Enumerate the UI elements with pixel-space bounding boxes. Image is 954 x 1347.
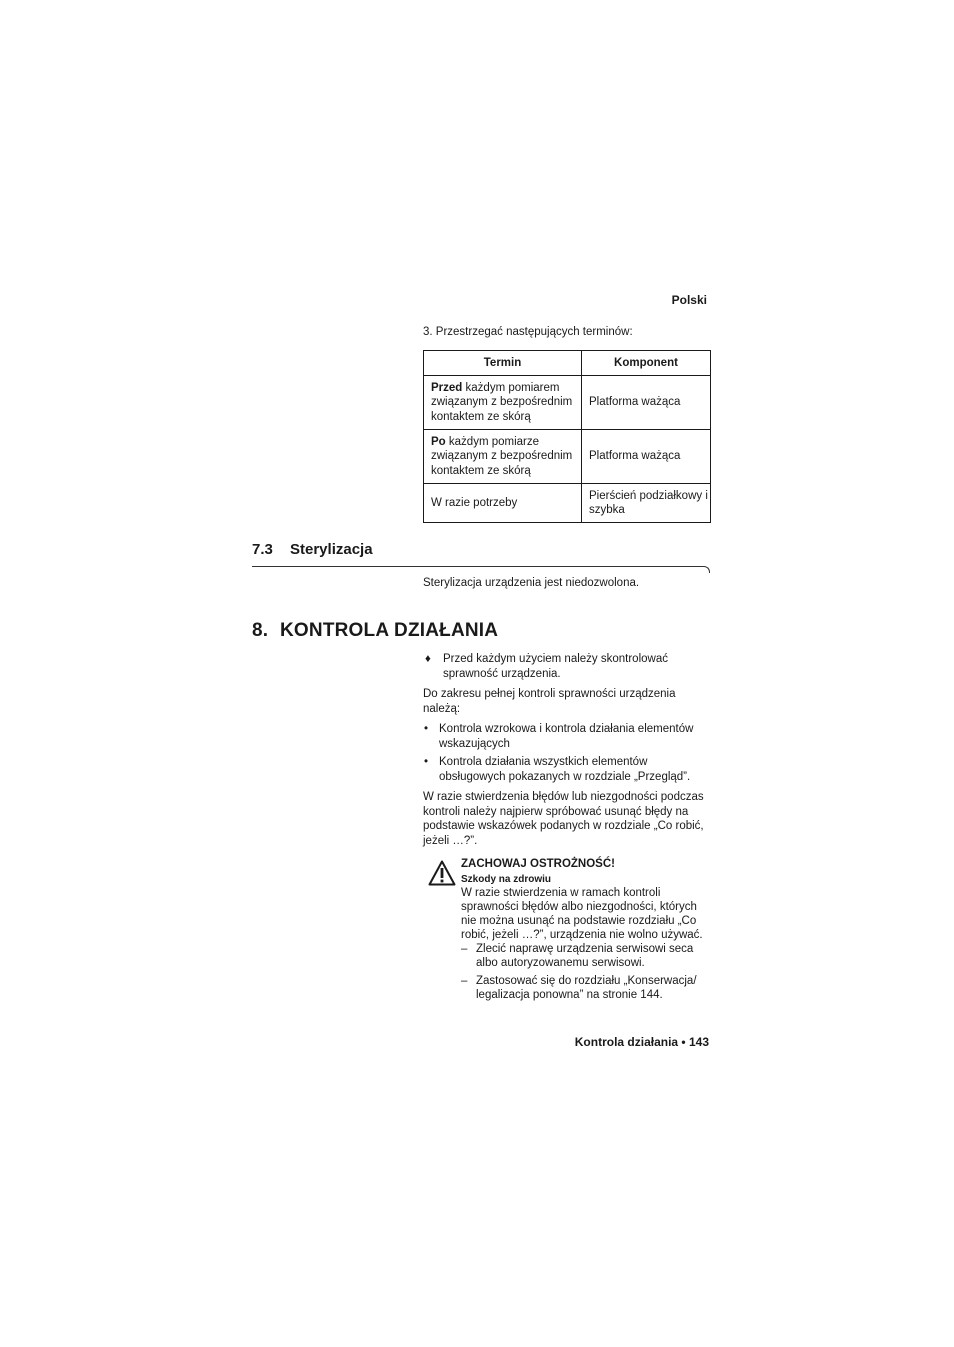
intro-paragraph: Do zakresu pełnej kontroli sprawności urządzenia należą: <box>423 688 676 715</box>
section-7-3-heading <box>252 541 373 558</box>
table-cell-component: Platforma ważąca <box>582 376 711 430</box>
table-row <box>424 430 711 484</box>
term-rest: W razie potrzeby <box>431 496 518 509</box>
diamond-item-text: Przed każdym użyciem należy skontrolować sprawność urządzenia. <box>443 653 668 680</box>
table-header-row <box>424 351 711 376</box>
table-header-termin: Termin <box>424 351 582 376</box>
term-rest: każdym pomiarem związanym z bezpośrednim kontaktem ze skórą <box>431 381 573 423</box>
list-item <box>423 755 713 784</box>
table-cell-component: Platforma ważąca <box>582 430 711 484</box>
page-footer: Kontrola działania • 143 <box>574 1035 709 1049</box>
step-3-text: 3. Przestrzegać następujących terminów: <box>423 326 633 338</box>
errors-paragraph: W razie stwierdzenia błędów lub niezgodności podczas kontroli należy najpierw spróbować usunąć błędy na podstawie wskazówek podanych w rozdziale „Co robić, jeżeli …?”. <box>423 791 704 847</box>
warning-item-text: Zlecić naprawę urządzenia serwisowi seca albo autoryzowanemu serwisowi. <box>476 943 694 969</box>
page-language-label: Polski <box>671 293 707 307</box>
table-row <box>424 484 711 523</box>
list-item-text: Kontrola działania wszystkich elementów obsługowych pokazanych w rozdziale „Przegląd”. <box>439 756 691 783</box>
warning-subtitle: Szkody na zdrowiu <box>461 874 552 885</box>
table-cell-term <box>424 484 582 523</box>
list-item-text: Kontrola wzrokowa i kontrola działania elementów wskazujących <box>439 723 694 750</box>
warning-list-item <box>461 942 711 970</box>
table-header-komponent: Komponent <box>582 351 711 376</box>
chapter-8-heading <box>252 620 498 642</box>
term-bold: Przed <box>431 381 463 394</box>
chapter-title: KONTROLA DZIAŁANIA <box>280 620 499 641</box>
table-cell-term <box>424 430 582 484</box>
list-item <box>423 722 713 751</box>
table-row <box>424 376 711 430</box>
section-title: Sterylizacja <box>290 541 373 558</box>
chapter-number: 8. <box>252 620 269 641</box>
term-rest: każdym pomiarze związanym z bezpośrednim kontaktem ze skórą <box>431 435 573 477</box>
section-divider <box>252 566 704 567</box>
bullet-marker: • <box>424 723 429 735</box>
terms-table <box>423 350 711 523</box>
sterilization-text: Sterylizacja urządzenia jest niedozwolona. <box>423 577 640 589</box>
warning-text: W razie stwierdzenia w ramach kontroli sprawności błędów albo niezgodności, których nie można usunąć na podstawie rozdziału „Co robić, jeżeli …?”, urządzenia nie wolno używać. <box>461 887 703 941</box>
dash-marker: – <box>461 943 468 955</box>
dash-marker: – <box>461 975 468 987</box>
warning-list-item <box>461 974 711 1002</box>
bullet-marker: • <box>424 756 429 768</box>
section-divider-hook <box>703 566 710 573</box>
warning-item-text: Zastosować się do rozdziału „Konserwacja/ legalizacja ponowna” na stronie 144. <box>476 975 697 1001</box>
table-cell-component: Pierścień podziałkowy i szybka <box>582 484 711 523</box>
term-bold: Po <box>431 435 446 448</box>
warning-title: ZACHOWAJ OSTROŻNOŚĆ! <box>461 858 615 870</box>
diamond-marker: ♦ <box>425 653 431 665</box>
diamond-list-item <box>423 652 713 681</box>
section-number: 7.3 <box>252 541 273 558</box>
table-cell-term <box>424 376 582 430</box>
warning-triangle-icon <box>428 860 456 886</box>
